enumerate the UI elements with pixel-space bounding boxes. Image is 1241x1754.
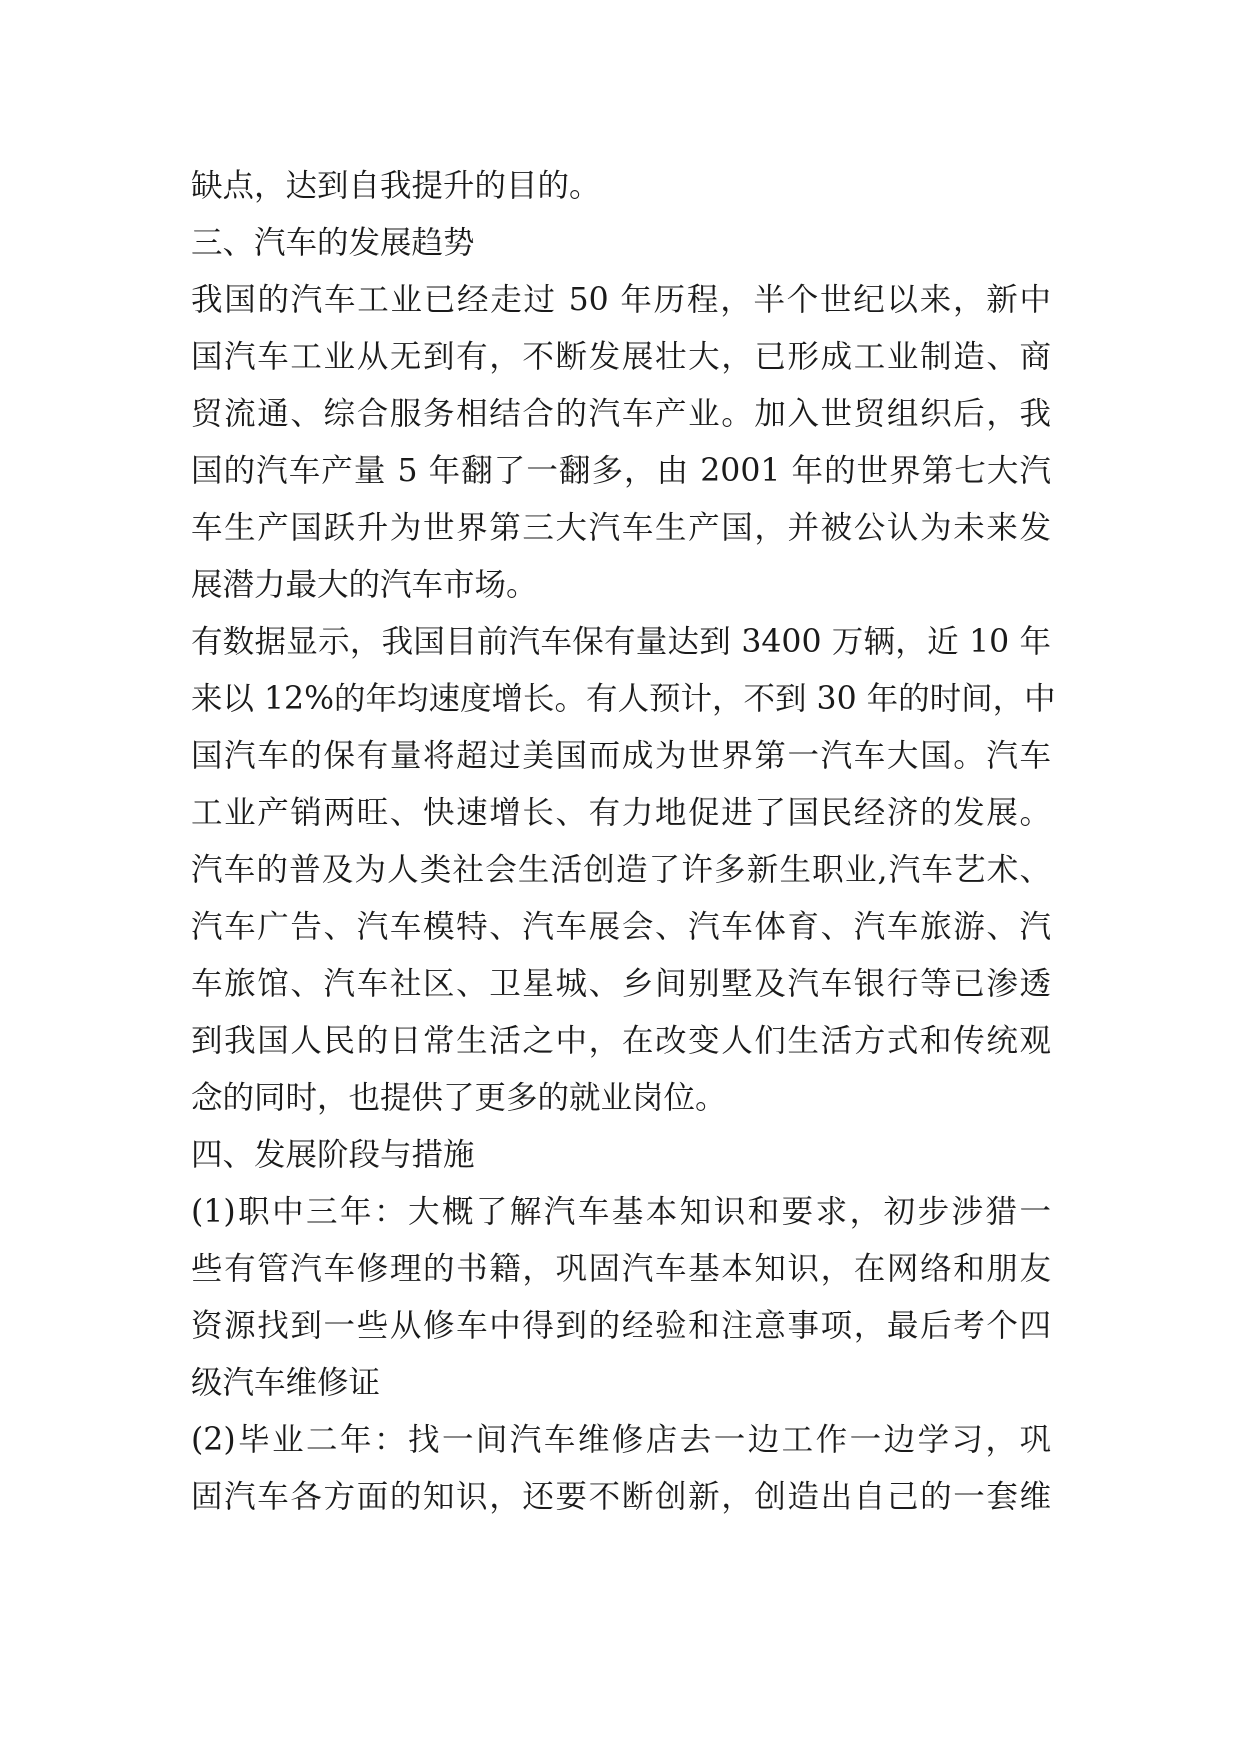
text-line: 些有管汽车修理的书籍，巩固汽车基本知识，在网络和朋友 bbox=[191, 1251, 1051, 1287]
text-line: 来以 12%的年均速度增长。有人预计，不到 30 年的时间，中 bbox=[191, 681, 1056, 717]
text-line: 国汽车工业从无到有，不断发展壮大，已形成工业制造、商 bbox=[191, 339, 1051, 375]
text-line: 贸流通、综合服务相结合的汽车产业。加入世贸组织后，我 bbox=[191, 396, 1051, 432]
text-line: 国的汽车产量 5 年翻了一翻多，由 2001 年的世界第七大汽 bbox=[191, 453, 1051, 489]
text-line: (1)职中三年：大概了解汽车基本知识和要求，初步涉猎一 bbox=[191, 1194, 1051, 1230]
text-line: 车旅馆、汽车社区、卫星城、乡间别墅及汽车银行等已渗透 bbox=[191, 966, 1051, 1002]
text-line: 固汽车各方面的知识，还要不断创新，创造出自己的一套维 bbox=[191, 1479, 1051, 1515]
section-heading: 四、发展阶段与措施 bbox=[191, 1137, 475, 1173]
text-line: 展潜力最大的汽车市场。 bbox=[191, 567, 538, 603]
text-line: 资源找到一些从修车中得到的经验和注意事项，最后考个四 bbox=[191, 1308, 1051, 1344]
text-line: 念的同时，也提供了更多的就业岗位。 bbox=[191, 1080, 727, 1116]
document-body bbox=[191, 158, 1056, 1526]
text-line: 缺点，达到自我提升的目的。 bbox=[191, 168, 601, 204]
text-line: (2)毕业二年：找一间汽车维修店去一边工作一边学习，巩 bbox=[191, 1422, 1051, 1458]
text-line: 汽车的普及为人类社会生活创造了许多新生职业,汽车艺术、 bbox=[191, 852, 1051, 888]
text-line: 有数据显示，我国目前汽车保有量达到 3400 万辆，近 10 年 bbox=[191, 624, 1051, 660]
text-line: 国汽车的保有量将超过美国而成为世界第一汽车大国。汽车 bbox=[191, 738, 1051, 774]
text-line: 到我国人民的日常生活之中，在改变人们生活方式和传统观 bbox=[191, 1023, 1051, 1059]
text-line: 汽车广告、汽车模特、汽车展会、汽车体育、汽车旅游、汽 bbox=[191, 909, 1051, 945]
text-line: 车生产国跃升为世界第三大汽车生产国，并被公认为未来发 bbox=[191, 510, 1051, 546]
section-heading: 三、汽车的发展趋势 bbox=[191, 225, 475, 261]
text-line: 级汽车维修证 bbox=[191, 1365, 381, 1401]
text-line: 我国的汽车工业已经走过 50 年历程，半个世纪以来，新中 bbox=[191, 282, 1051, 318]
text-line: 工业产销两旺、快速增长、有力地促进了国民经济的发展。 bbox=[191, 795, 1051, 831]
